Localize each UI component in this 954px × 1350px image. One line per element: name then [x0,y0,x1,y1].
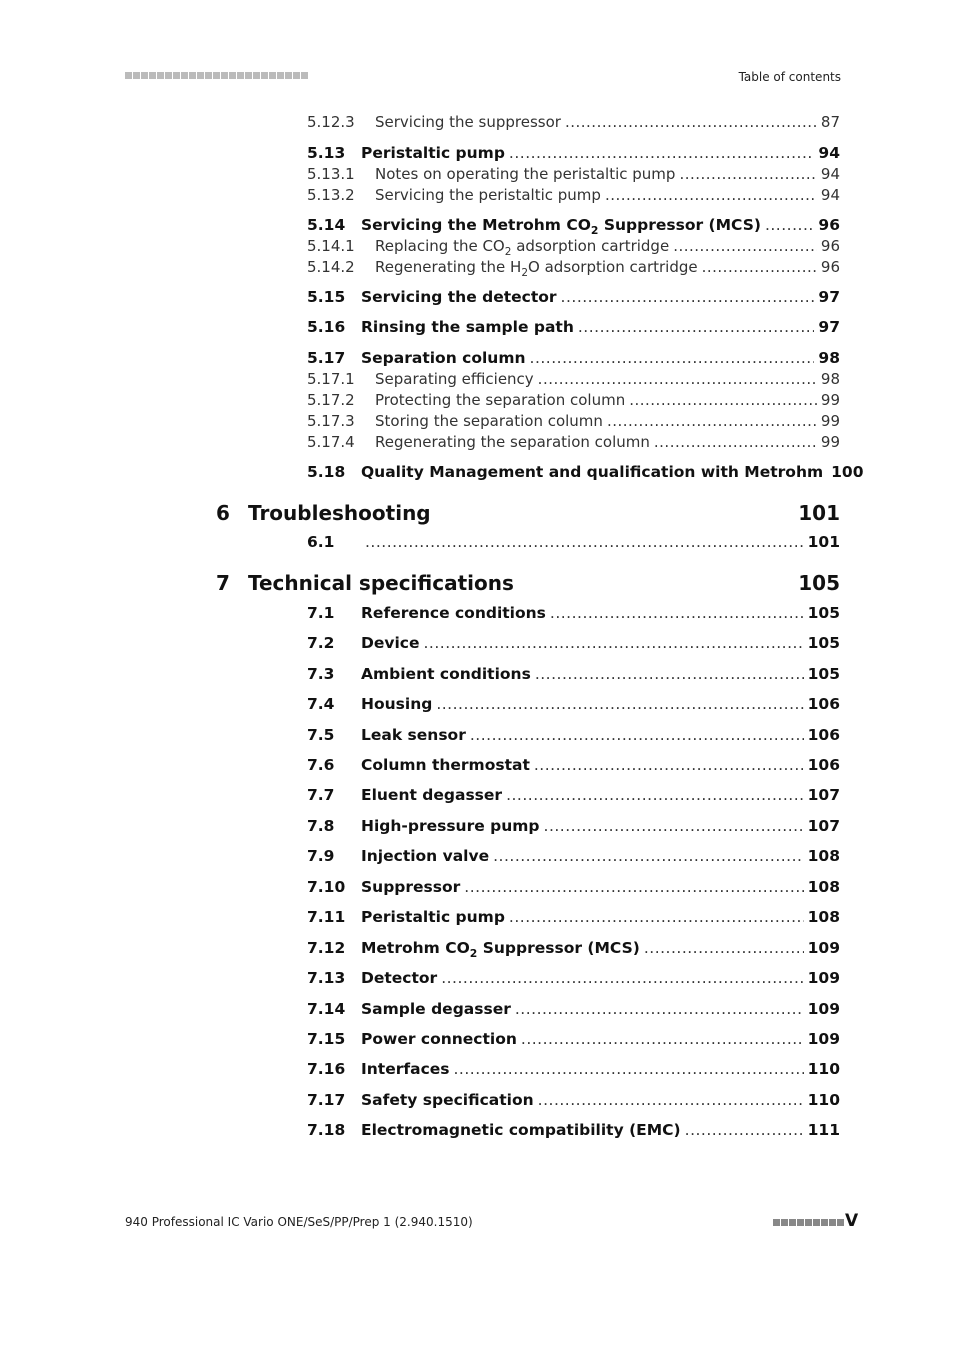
entry-number: 7.1 [307,604,335,622]
toc-entry[interactable] [307,1121,840,1139]
entry-title: Servicing the Metrohm $CO_2$ Suppressor (MCS) [361,216,761,238]
entry-title: Electromagnetic compatibility (EMC) [361,1121,681,1139]
entry-number: 7.3 [307,665,335,683]
entry-page: 105 [807,665,840,683]
dot-leader [530,349,815,367]
entry-number: 7.12 [307,939,346,957]
entry-title: Injection valve [361,847,490,865]
dot-leader [365,533,804,551]
dot-leader [538,370,817,388]
entry-title: Safety specification [361,1091,534,1109]
entry-page: 99 [820,412,840,430]
dot-leader [578,318,815,336]
entry-page: 108 [807,847,840,865]
entry-number: 7.11 [307,908,346,926]
toc-entry[interactable] [307,258,840,279]
entry-title: Leak sensor [361,726,466,744]
entry-title: Protecting the separation column [375,391,626,409]
entry-title: Metrohm $CO_2$ Suppressor (MCS) [361,939,640,961]
entry-number: 5.17.2 [307,391,355,409]
entry-title: Ambient conditions [361,665,531,683]
dot-leader [765,216,814,234]
entry-number: 5.17.1 [307,370,355,388]
toc-entry[interactable] [307,113,840,131]
entry-title: Column thermostat [361,756,530,774]
entry-title: Notes on operating the peristaltic pump [375,165,676,183]
entry-number: 7.16 [307,1060,346,1078]
toc-entry[interactable] [307,878,840,896]
toc-entry[interactable] [307,726,840,744]
dot-leader [544,817,804,835]
header-decoration [125,72,308,80]
entry-number: 7.7 [307,786,335,804]
entry-number: 7.13 [307,969,346,987]
toc-entry[interactable] [307,1000,840,1018]
entry-number: 7.18 [307,1121,346,1139]
entry-title: Servicing the peristaltic pump [375,186,601,204]
dot-leader [629,391,817,409]
entry-number: 7.5 [307,726,335,744]
header-title: Table of contents [738,70,841,84]
toc-chapter[interactable] [216,501,840,525]
entry-title: Replacing the $CO_2$ adsorption cartridge [375,237,670,258]
toc-entry[interactable] [307,349,840,367]
dot-leader [679,165,816,183]
entry-page: 94 [818,144,840,162]
toc-entry[interactable] [307,908,840,926]
dot-leader [509,144,815,162]
entry-number: 7.6 [307,756,335,774]
entry-page: 110 [807,1060,840,1078]
entry-title: Interfaces [361,1060,450,1078]
entry-title: Separating efficiency [375,370,534,388]
entry-number: 5.17 [307,349,346,367]
dot-leader [644,939,804,957]
entry-number: 7.8 [307,817,335,835]
toc-entry[interactable] [307,695,840,713]
entry-title: Regenerating the separation column [375,433,650,451]
entry-number: 5.15 [307,288,346,306]
entry-number: 5.18 [307,463,346,481]
entry-number: 5.13 [307,144,346,162]
entry-page: 106 [807,726,840,744]
entry-number: 7.10 [307,878,346,896]
entry-page: 94 [820,165,840,183]
entry-page: 108 [807,878,840,896]
toc-entry[interactable] [307,604,840,622]
entry-number: 7.9 [307,847,335,865]
dot-leader [565,113,817,131]
entry-page: 98 [820,370,840,388]
dot-leader [607,412,817,430]
toc-entry[interactable] [307,433,840,451]
entry-number: 5.17.3 [307,412,355,430]
toc-entry[interactable] [307,939,840,960]
entry-title: Servicing the detector [361,288,557,306]
entry-title: Regenerating the $H_2O$ adsorption cartridge [375,258,698,279]
entry-number: 7.14 [307,1000,346,1018]
entry-title: Peristaltic pump [361,908,505,926]
entry-page: 96 [818,216,840,234]
footer-decoration [773,1219,844,1226]
toc-chapter[interactable] [216,571,840,595]
entry-title: Separation column [361,349,526,367]
toc-entry[interactable] [307,634,840,652]
entry-title: Detector [361,969,438,987]
entry-page: 107 [807,817,840,835]
dot-leader [605,186,817,204]
toc-entry[interactable] [307,1030,840,1048]
entry-number: 7.4 [307,695,335,713]
entry-title: Eluent degasser [361,786,503,804]
entry-page: 96 [820,258,840,276]
entry-number: 7.17 [307,1091,346,1109]
entry-number: 7.2 [307,634,335,652]
toc-entry[interactable] [307,847,840,865]
entry-title: Peristaltic pump [361,144,505,162]
dot-leader [493,847,804,865]
dot-leader [509,908,804,926]
toc-entry[interactable] [307,786,840,804]
entry-page: 110 [807,1091,840,1109]
chapter-number: 7 [216,571,230,595]
entry-page: 96 [820,237,840,255]
toc-entry[interactable] [307,144,840,162]
toc-entry[interactable] [307,165,840,183]
chapter-page: 105 [798,571,840,595]
entry-page: 97 [818,288,840,306]
dot-leader [506,786,804,804]
dot-leader [550,604,804,622]
chapter-title: Technical specifications [248,571,514,595]
entry-page: 109 [807,939,840,957]
entry-page: 107 [807,786,840,804]
entry-page: 106 [807,695,840,713]
entry-page: 99 [820,391,840,409]
entry-number: 5.12.3 [307,113,355,131]
toc-entry[interactable] [307,216,840,237]
toc-entry[interactable] [307,391,840,409]
dot-leader [470,726,804,744]
entry-number: 5.14.2 [307,258,355,276]
entry-page: 109 [807,1000,840,1018]
entry-number: 5.14.1 [307,237,355,255]
entry-title: Storing the separation column [375,412,603,430]
entry-page: 111 [807,1121,840,1139]
dot-leader [515,1000,804,1018]
footer-product: 940 Professional IC Vario ONE/SeS/PP/Prep 1 (2.940.1510) [125,1215,473,1229]
chapter-page: 101 [798,501,840,525]
entry-number: 5.14 [307,216,346,234]
dot-leader [521,1030,804,1048]
chapter-title: Troubleshooting [248,501,431,525]
entry-page: 100 [831,463,864,481]
toc-entry[interactable] [307,412,840,430]
dot-leader [538,1091,804,1109]
toc-entry[interactable] [307,969,840,987]
entry-number: 5.13.1 [307,165,355,183]
toc-entry[interactable] [307,318,840,336]
entry-page: 94 [820,186,840,204]
entry-title: Servicing the suppressor [375,113,561,131]
toc-entry[interactable] [307,370,840,388]
dot-leader [702,258,817,276]
entry-page: 98 [818,349,840,367]
dot-leader [654,433,817,451]
toc-entry[interactable] [307,756,840,774]
dot-leader [454,1060,804,1078]
dot-leader [424,634,804,652]
entry-number: 5.17.4 [307,433,355,451]
dot-leader [464,878,803,896]
dot-leader [441,969,803,987]
page-number: V [845,1211,859,1231]
entry-number: 5.16 [307,318,346,336]
toc-entry[interactable] [307,1060,840,1078]
dot-leader [673,237,817,255]
entry-title: Suppressor [361,878,461,896]
dot-leader [535,665,804,683]
entry-page: 101 [807,533,840,551]
entry-number: 5.13.2 [307,186,355,204]
toc-entry[interactable] [307,186,840,204]
entry-number: 7.15 [307,1030,346,1048]
entry-title: Sample degasser [361,1000,511,1018]
toc-entry[interactable] [307,817,840,835]
entry-page: 97 [818,318,840,336]
entry-title: Rinsing the sample path [361,318,574,336]
entry-title: Power connection [361,1030,517,1048]
entry-page: 109 [807,969,840,987]
toc-entry[interactable] [307,533,840,551]
chapter-number: 6 [216,501,230,525]
dot-leader [436,695,803,713]
entry-title: Reference conditions [361,604,546,622]
entry-page: 99 [820,433,840,451]
toc-entry[interactable] [307,237,840,258]
toc-entry[interactable] [307,665,840,683]
entry-page: 105 [807,604,840,622]
dot-leader [685,1121,804,1139]
toc-entry[interactable] [307,288,840,306]
dot-leader [561,288,815,306]
entry-page: 108 [807,908,840,926]
entry-title: Device [361,634,420,652]
entry-page: 106 [807,756,840,774]
entry-title: Housing [361,695,433,713]
entry-page: 87 [820,113,840,131]
dot-leader [534,756,804,774]
entry-page: 109 [807,1030,840,1048]
entry-page: 105 [807,634,840,652]
toc-entry[interactable] [307,1091,840,1109]
entry-title: High-pressure pump [361,817,540,835]
entry-number: 6.1 [307,533,335,551]
entry-title: Quality Management and qualification with Metrohm [361,463,824,481]
toc-entry[interactable] [307,463,864,481]
